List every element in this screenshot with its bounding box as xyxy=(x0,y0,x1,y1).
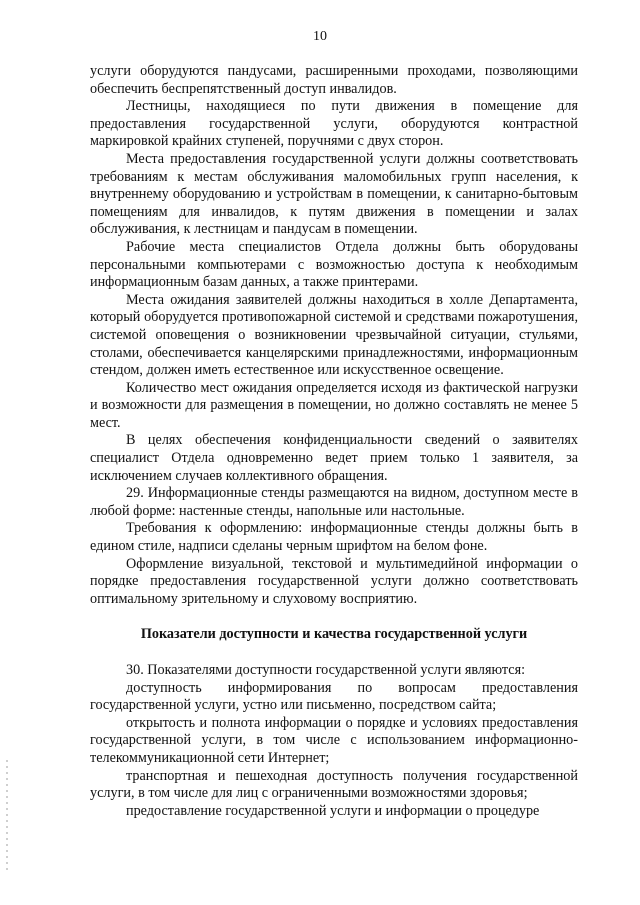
paragraph: доступность информирования по вопросам предоставления государственной услуги, устно или письменно, посредством сайта; xyxy=(90,679,578,714)
paragraph: предоставление государственной услуги и информации о процедуре xyxy=(126,802,540,819)
scan-margin-artifact xyxy=(6,760,8,870)
section-heading: Показатели доступности и качества государственной услуги xyxy=(140,626,528,643)
paragraph: Лестницы, находящиеся по пути движения в помещение для предоставления государственной услуги, оборудуются контрастной маркировкой крайних ступеней, поручнями с двух сторон. xyxy=(90,98,578,150)
page-number: 10 xyxy=(313,29,327,44)
paragraph: 29. Информационные стенды размещаются на видном, доступном месте в любой форме: настенные стенды, напольные или настольные. xyxy=(90,485,578,519)
paragraph: Места предоставления государственной услуги должны соответствовать требованиям к местам обслуживания маломобильных групп населения, к внутреннему оборудованию и устройствам в помещении, к санитарно-бытовым помещениям для инвалидов, к путям движения в помещении и залах обслуживания, к лестницам и пандусам в помещении. xyxy=(90,150,578,238)
paragraph: услуги оборудуются пандусами, расширенными проходами, позволяющими обеспечить беспрепятственный доступ инвалидов. xyxy=(90,63,578,97)
paragraph: транспортная и пешеходная доступность получения государственной услуги, в том числе для лиц с ограниченными возможностями здоровья; xyxy=(90,767,578,802)
paragraph: В целях обеспечения конфиденциальности сведений о заявителях специалист Отдела одновременно ведет прием только 1 заявителя, за исключением случаев коллективного обращения. xyxy=(90,432,578,484)
document-body xyxy=(90,63,578,820)
paragraph: открытость и полнота информации о порядке и условиях предоставления государственной услуги, в том числе с использованием информационно-телекоммуникационной сети Интернет; xyxy=(90,714,578,766)
paragraph: Требования к оформлению: информационные стенды должны быть в едином стиле, надписи сделаны черным шрифтом на белом фоне. xyxy=(90,520,578,555)
paragraph: 30. Показателями доступности государственной услуги являются: xyxy=(126,662,526,678)
paragraph: Рабочие места специалистов Отдела должны быть оборудованы персональными компьютерами с возможностью доступа к необходимым информационным базам данных, а также принтерами. xyxy=(90,238,578,291)
paragraph: Оформление визуальной, текстовой и мультимедийной информации о порядке предоставления государственной услуги должно соответствовать оптимальному зрительному и слуховому восприятию. xyxy=(90,555,578,607)
paragraph: Места ожидания заявителей должны находиться в холле Департамента, который оборудуется противопожарной системой и средствами пожаротушения, системой оповещения о возникновении чрезвычайной ситуации, стульями, столами, обеспечивается канцелярскими принадлежностями, информационным стендом, должен иметь естественное или искусственное освещение. xyxy=(90,291,578,379)
paragraph: Количество мест ожидания определяется исходя из фактической нагрузки и возможности для размещения в помещении, но должно составлять не менее 5 мест. xyxy=(90,379,578,431)
